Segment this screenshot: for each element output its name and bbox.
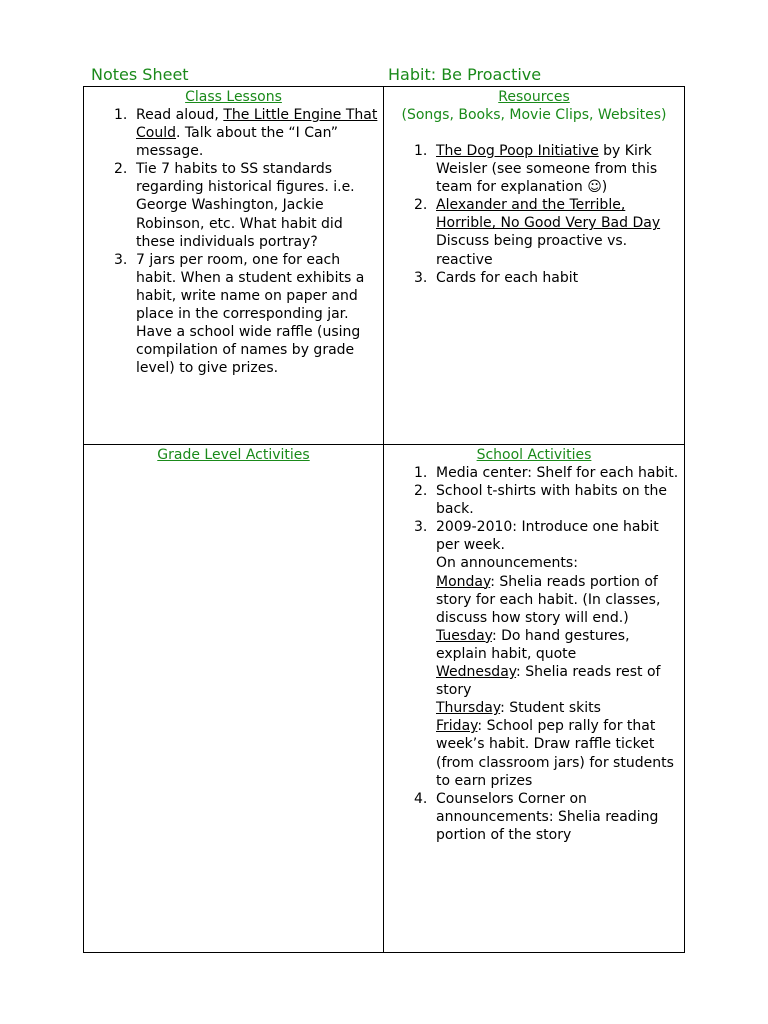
day-name: Thursday [436, 700, 501, 717]
grade-level-heading: Grade Level Activities [157, 447, 310, 463]
item-number: 3. [414, 269, 428, 286]
school-activities-heading: School Activities [476, 447, 592, 463]
list-item [384, 790, 684, 844]
item-text: Tie 7 habits to SS standards regarding historical figures. i.e. George Washington, Jackie Robinson, etc. What habit did these individuals portray? [136, 161, 355, 250]
list-item [384, 142, 684, 196]
list-item [84, 251, 383, 378]
list-item [384, 269, 684, 287]
item-number: 1. [114, 107, 128, 123]
day-entry [436, 717, 680, 789]
day-text: : School pep rally for that week’s habit. Draw raffle ticket (from classroom jars) for students to earn prizes [436, 718, 674, 789]
item-text: Media center: Shelf for each habit. [436, 465, 679, 481]
item-text: 7 jars per room, one for each habit. When a student exhibits a habit, write name on paper and place in the corresponding jar. Have a school wide raffle (using compilation of names by grade level) to give prizes. [136, 251, 365, 377]
list-item [84, 160, 383, 250]
book-title: The Little Engine That Could [136, 107, 378, 142]
item-number: 1. [414, 143, 428, 159]
grade-level-cell [84, 445, 384, 952]
item-number: 2. [414, 197, 428, 214]
book-title: Alexander and the Terrible, Horrible, No Good Very Bad Day [436, 197, 661, 232]
spacer [384, 124, 684, 142]
day-text: : Do hand gestures, explain habit, quote [436, 627, 630, 662]
day-entry [436, 627, 680, 663]
item-number: 2. [114, 161, 128, 178]
item-number: 4. [414, 790, 428, 807]
day-name: Friday [436, 718, 478, 735]
day-text: : Student skits [500, 700, 601, 717]
list-item [384, 482, 684, 518]
resources-list [384, 142, 684, 287]
day-text: : Shelia reads rest of story [436, 664, 661, 699]
day-entry [436, 663, 680, 699]
day-name: Wednesday [436, 664, 517, 681]
day-name: Monday [436, 573, 491, 590]
school-activities-cell [384, 445, 684, 952]
list-item [384, 464, 684, 482]
item-text: . Talk about the “I Can” message. [136, 125, 338, 160]
item-text: by Kirk Weisler (see someone from this team for explanation ☺) [436, 143, 658, 196]
item-text: Cards for each habit [436, 269, 579, 286]
class-lessons-list [84, 106, 383, 377]
day-entry [436, 573, 680, 627]
list-item [384, 196, 684, 268]
book-title: The Dog Poop Initiative [436, 143, 599, 159]
school-activities-list [384, 464, 684, 844]
item-text: School t-shirts with habits on the back. [436, 483, 667, 518]
item-text: Discuss being proactive vs. reactive [436, 233, 628, 268]
day-text: : Shelia reads portion of story for each habit. (In classes, discuss how story will end.) [436, 573, 661, 626]
notes-sheet-title: Notes Sheet [91, 65, 189, 84]
resources-subtitle: (Songs, Books, Movie Clips, Websites) [401, 107, 667, 123]
item-number: 3. [114, 251, 128, 268]
item-text: 2009-2010: Introduce one habit per week. [436, 519, 659, 554]
notes-table [83, 86, 685, 953]
item-number: 3. [414, 519, 428, 536]
list-item [384, 518, 684, 789]
resources-cell [384, 87, 684, 445]
day-entry [436, 699, 680, 717]
item-number: 2. [414, 483, 428, 500]
item-text: Counselors Corner on announcements: Shelia reading portion of the story [436, 790, 659, 843]
class-lessons-heading: Class Lessons [185, 89, 282, 105]
class-lessons-cell [84, 87, 384, 445]
day-name: Tuesday [436, 627, 492, 644]
item-text: Read aloud, [136, 107, 224, 123]
habit-title: Habit: Be Proactive [388, 65, 542, 84]
resources-heading: Resources [498, 89, 570, 105]
list-item [84, 106, 383, 160]
announcements-label: On announcements: [436, 555, 578, 572]
item-number: 1. [414, 465, 428, 481]
